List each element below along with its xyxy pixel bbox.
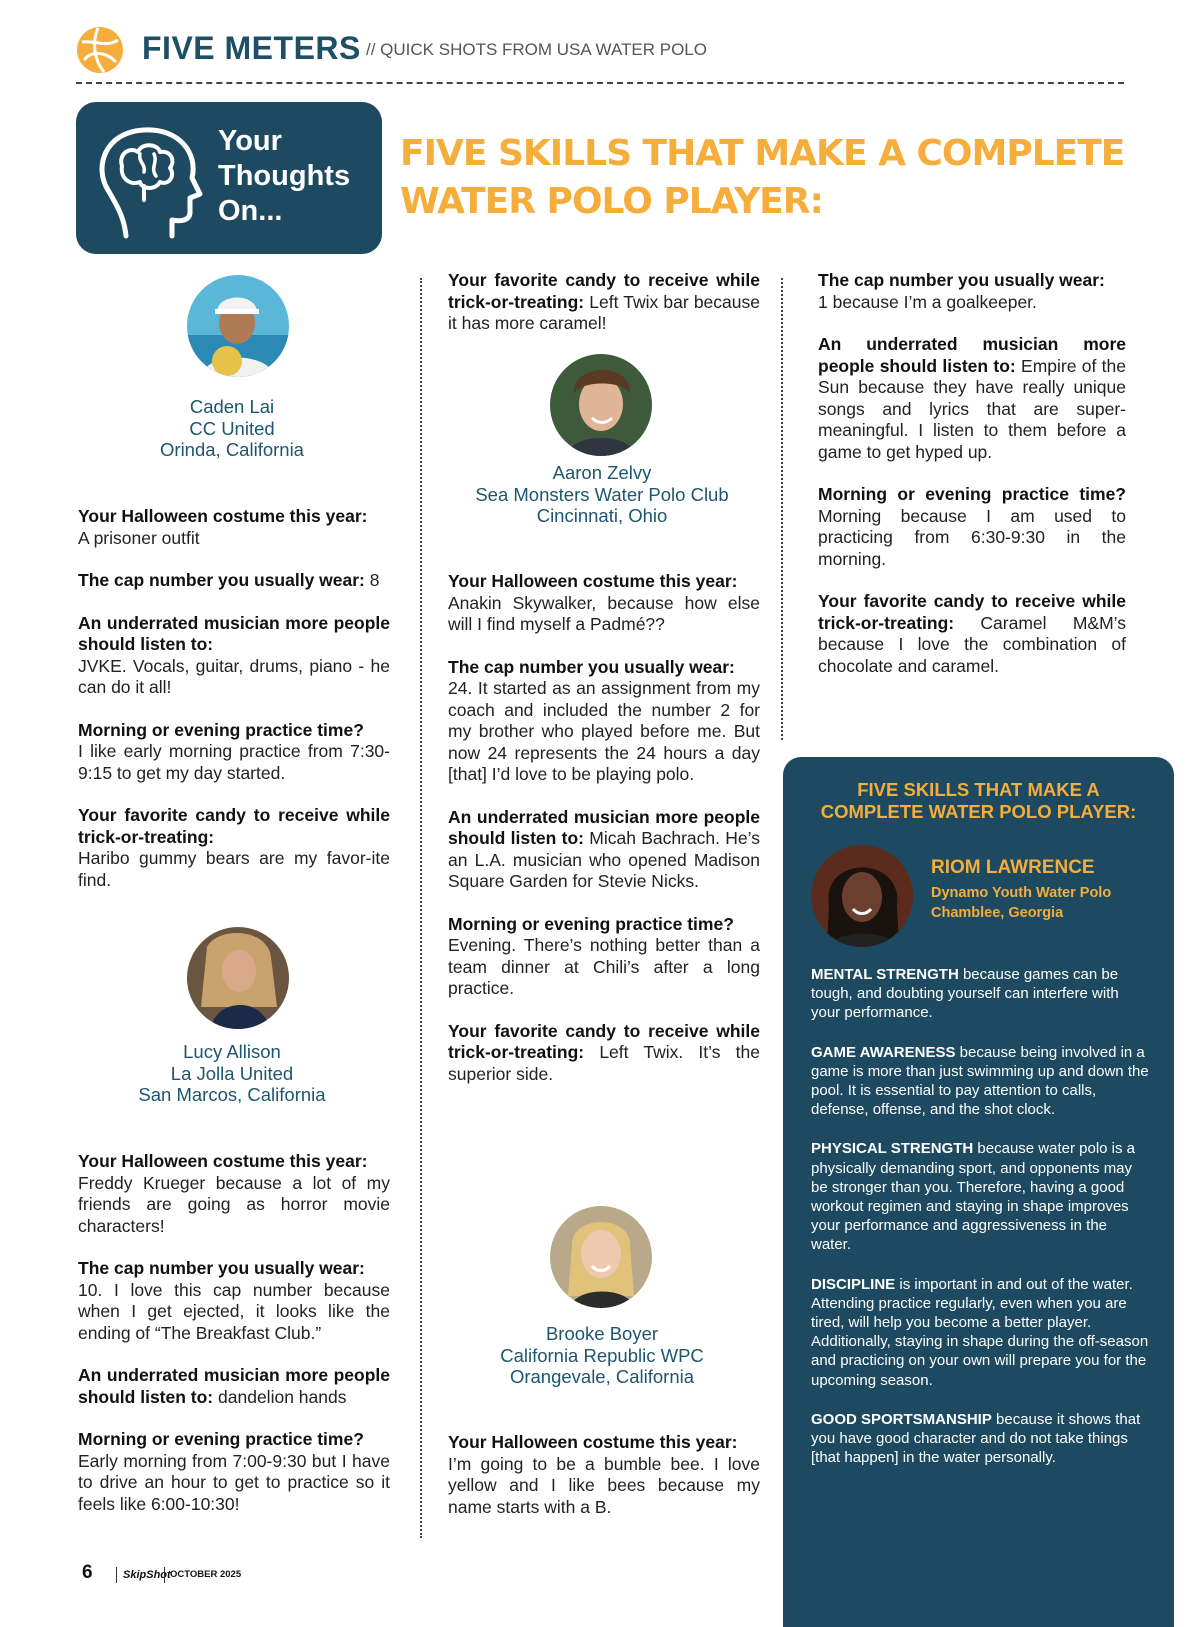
question: Your favorite candy to receive while trick-or-treating: [448, 1020, 760, 1062]
sidebar-player-club: Dynamo Youth Water Polo [931, 885, 1112, 901]
question: Your Halloween costume this year: [448, 1432, 738, 1452]
question: Morning or evening practice time? [78, 719, 364, 740]
lucy-allison-avatar [187, 927, 289, 1029]
page-title [400, 130, 1190, 226]
caden-lai-info [76, 396, 388, 461]
player-club: California Republic WPC [500, 1344, 704, 1366]
skill-text: is important in and out of the water. Attending practice regularly, even when you are tired, will help you become a better player. Additionally, staying in shape during the off-season and practicing on your own will prepare you for the upcoming season. [811, 1275, 1149, 1389]
answer: Haribo gummy bears are my favor-ite find. [78, 848, 390, 890]
answer: I like early morning practice from 7:30-9:15 to get my day started. [78, 741, 390, 783]
skill-title: DISCIPLINE [811, 1275, 896, 1293]
brooke-boyer-avatar [550, 1206, 652, 1308]
caden-lai-answers [78, 506, 390, 912]
answer: Freddy Krueger because a lot of my friends are going as horror movie characters! [78, 1172, 390, 1236]
question: Your favorite candy to receive while trick-or-treating: [78, 805, 390, 847]
skill-text: because water polo is a physically demanding sport, and opponents may be stronger than you. Therefore, having a good workout regimen and staying in shape improves your performance and aggressiveness in the water. [811, 1140, 1136, 1254]
brooke-boyer-answers-start [448, 1432, 760, 1539]
brooke-boyer-info [446, 1323, 758, 1388]
skill-item [811, 1410, 1151, 1468]
question: Your Halloween costume this year: [448, 571, 738, 591]
sidebar-player-info [931, 883, 1111, 923]
question: Morning or evening practice time? [818, 484, 1126, 504]
section-title: FIVE METERS [142, 30, 361, 66]
skill-title: MENTAL STRENGTH [811, 966, 959, 983]
brain-head-icon [88, 120, 208, 240]
section-subtitle: // QUICK SHOTS FROM USA WATER POLO [366, 40, 707, 59]
sidebar-title-line-1: FIVE SKILLS THAT MAKE A [857, 779, 1100, 800]
answer: 8 [369, 570, 380, 590]
page-title-line-2: WATER POLO PLAYER: [400, 181, 823, 222]
riom-lawrence-avatar [811, 845, 913, 947]
brooke-boyer-answers-continued [818, 270, 1126, 698]
skill-text: because games can be tough, and doubting yourself can interfere with your performance. [811, 966, 1119, 1022]
player-club: Sea Monsters Water Polo Club [475, 483, 729, 505]
sidebar-title [783, 779, 1174, 823]
header-divider [76, 82, 1124, 84]
answer: Morning because I am used to practicing from 6:30-9:30 in the morning. [818, 505, 1126, 569]
answer: Evening. There’s nothing better than a team dinner at Chili’s after a long practice. [448, 935, 760, 998]
answer: Anakin Skywalker, because how else will I find myself a Padmé?? [448, 592, 760, 634]
answer: dandelion hands [218, 1386, 347, 1407]
player-name: Lucy Allison [183, 1041, 281, 1062]
caden-lai-avatar [187, 275, 289, 377]
issue-date: OCTOBER 2025 [164, 1567, 241, 1583]
skill-item [811, 965, 1151, 1023]
player-club: La Jolla United [170, 1062, 294, 1084]
player-location: Orangevale, California [509, 1366, 695, 1387]
skill-title: GAME AWARENESS [811, 1043, 956, 1061]
player-location: San Marcos, California [138, 1084, 326, 1105]
question: The cap number you usually wear: [78, 1258, 365, 1278]
player-location: Orinda, California [160, 439, 304, 460]
skill-item [811, 1139, 1151, 1254]
aaron-zelvy-avatar [550, 354, 652, 456]
sidebar-player-location: Chamblee, Georgia [931, 905, 1064, 921]
answer: Left Twix bar because it has more caramel! [448, 291, 760, 333]
lucy-allison-info [76, 1041, 388, 1106]
skill-item [811, 1043, 1151, 1120]
water-polo-ball-icon [76, 26, 124, 74]
column-divider-left [420, 278, 422, 1538]
answer: Micah Bachrach. He’s an L.A. musician who opened Madison Square Garden for Stevie Nicks. [448, 828, 760, 891]
question: Your favorite candy to receive while trick-or-treating: [818, 591, 1126, 633]
question: Morning or evening practice time? [78, 1429, 364, 1449]
question: The cap number you usually wear: [78, 570, 365, 590]
skills-list [811, 965, 1151, 1487]
player-club: CC United [189, 417, 275, 439]
answer: 1 because I’m a goalkeeper. [818, 291, 1037, 312]
question: An underrated musician more people should listen to: [448, 806, 760, 848]
question: Your favorite candy to receive while trick-or-treating: [448, 270, 760, 312]
player-name: Caden Lai [189, 396, 275, 417]
player-location: Cincinnati, Ohio [536, 505, 668, 526]
column-divider-right [781, 278, 783, 740]
player-name: Aaron Zelvy [552, 462, 652, 483]
skill-title: GOOD SPORTSMANSHIP [811, 1410, 992, 1428]
five-skills-sidebar [783, 757, 1174, 1627]
question: An underrated musician more people should listen to: [818, 334, 1126, 376]
page-number: 6 [82, 1562, 93, 1583]
sidebar-title-line-2: COMPLETE WATER POLO PLAYER: [820, 801, 1137, 822]
question: Your Halloween costume this year: [78, 1151, 368, 1171]
thoughts-line-2: Thoughts [218, 160, 351, 192]
question: The cap number you usually wear: [448, 656, 735, 677]
magazine-logo: SkipShot [116, 1567, 171, 1583]
skill-text: because being involved in a game is more than just swimming up and down the pool. It is essential to pay attention to calls, defense, offense, and the shot clock. [811, 1043, 1149, 1119]
answer: 10. I love this cap number because when I get ejected, it looks like the ending of “The Breakfast Club.” [78, 1279, 390, 1343]
skill-text: because it shows that you have good character and do not take things [that happen] in the water personally. [811, 1410, 1141, 1467]
question: An underrated musician more people should listen to: [78, 612, 390, 654]
answer: JVKE. Vocals, guitar, drums, piano - he can do it all! [78, 655, 390, 697]
aaron-zelvy-answers [448, 571, 760, 1106]
aaron-zelvy-info [446, 462, 758, 527]
sidebar-player-name: RIOM LAWRENCE [931, 857, 1095, 878]
player-name: Brooke Boyer [545, 1323, 659, 1344]
answer: I’m going to be a bumble bee. I love yellow and I like bees because my name starts with a B. [448, 1453, 760, 1517]
answer: A prisoner outfit [78, 527, 200, 548]
question: Your Halloween costume this year: [78, 506, 368, 526]
question: An underrated musician more people should listen to: [78, 1365, 390, 1407]
answer: Early morning from 7:00-9:30 but I have to drive an hour to get to practice so it feels like 6:00-10:30! [78, 1450, 390, 1514]
answer: Empire of the Sun because they have really unique songs and lyrics that are super-meaningful. I listen to them before a game to get hyped up. [818, 355, 1126, 462]
lucy-allison-answers [78, 1151, 390, 1536]
thoughts-line-3: On... [218, 195, 283, 227]
question: Morning or evening practice time? [448, 913, 734, 934]
answer: 24. It started as an assignment from my coach and included the number 2 for my brother who played before me. But now 24 represents the 24 hours a day [that] I’d love to be playing polo. [448, 678, 760, 784]
skill-item [811, 1275, 1151, 1390]
question: The cap number you usually wear: [818, 270, 1105, 290]
thoughts-line-1: Your [218, 125, 282, 157]
skill-title: PHYSICAL STRENGTH [811, 1140, 974, 1158]
answer: Left Twix. It’s the superior side. [448, 1042, 760, 1084]
your-thoughts-box [76, 102, 382, 254]
answer: Caramel M&M’s because I love the combination of chocolate and caramel. [818, 612, 1126, 676]
lucy-allison-answers-continued [448, 270, 760, 356]
page-title-line-1: FIVE SKILLS THAT MAKE A COMPLETE [400, 133, 1125, 174]
